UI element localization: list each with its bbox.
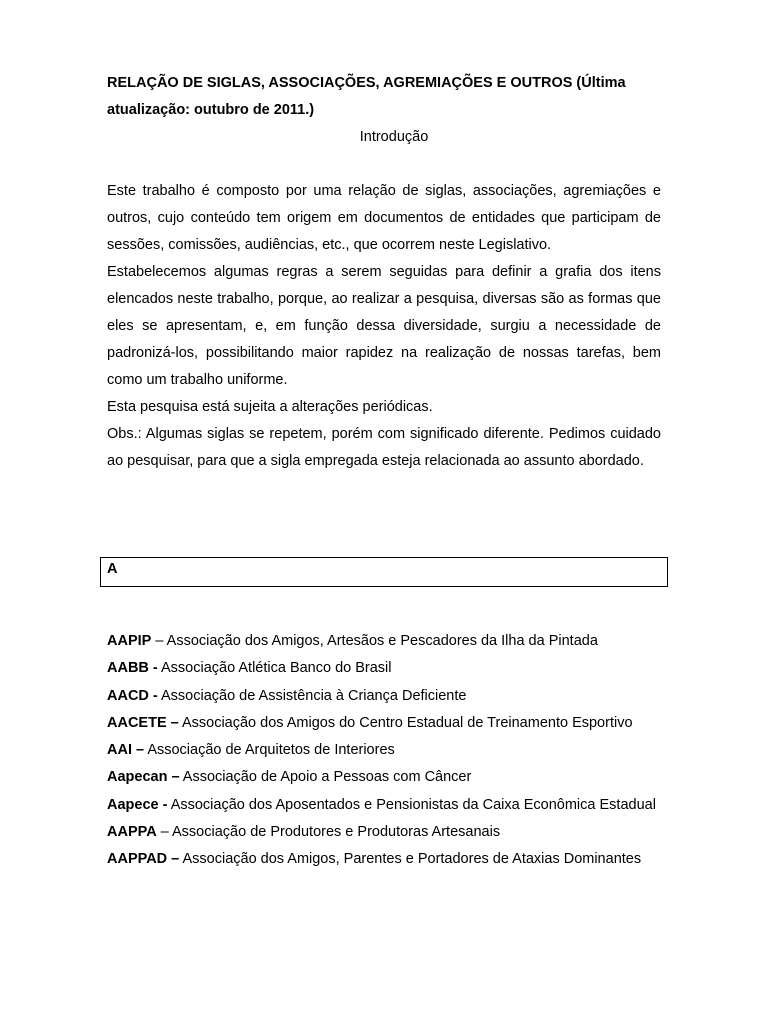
acronym-entry — [107, 628, 661, 655]
observation-paragraph: Obs.: Algumas siglas se repetem, porém com significado diferente. Pedimos cuidado ao pesquisar, para que a sigla empregada esteja relacionada ao assunto abordado. — [107, 426, 661, 469]
document-title: RELAÇÃO DE SIGLAS, ASSOCIAÇÕES, AGREMIAÇÕES E OUTROS (Última atualização: outubro de 2011.) — [107, 75, 626, 118]
acronym: AAI – — [107, 742, 145, 759]
acronym-meaning: Associação de Arquitetos de Interiores — [147, 742, 395, 759]
intro-paragraph: Este trabalho é composto por uma relação de siglas, associações, agremiações e outros, cujo conteúdo tem origem em documentos de entidades que participam de sessões, comissões, audiências, etc., que ocorrem neste Legislativo. — [107, 183, 661, 253]
acronym-meaning: Associação dos Amigos, Artesãos e Pescadores da Ilha da Pintada — [166, 633, 598, 649]
acronym-entry — [107, 819, 661, 846]
acronym-meaning: Associação de Apoio a Pessoas com Câncer — [182, 769, 472, 786]
intro-paragraph: Estabelecemos algumas regras a serem seguidas para definir a grafia dos itens elencados neste trabalho, porque, ao realizar a pesquisa, diversas são as formas que eles se apresentam, e, em função dessa diversidade, surgiu a necessidade de padronizá-los, possibilitando maior rapidez na realização de nossas tarefas, bem como um trabalho uniforme. — [107, 264, 661, 388]
acronym-entry — [107, 792, 661, 819]
acronym-entry — [107, 737, 661, 764]
acronym-entry — [107, 846, 661, 873]
acronym: AABB - — [107, 660, 158, 677]
intro-paragraph: Esta pesquisa está sujeita a alterações periódicas. — [107, 399, 433, 415]
acronym-entry — [107, 655, 661, 682]
acronym-meaning: Associação Atlética Banco do Brasil — [160, 660, 392, 677]
acronym: AAPPA — [107, 824, 157, 841]
acronym-entry — [107, 710, 661, 737]
acronym-meaning: Associação de Produtores e Produtoras Artesanais — [172, 824, 501, 841]
separator: – — [156, 824, 173, 841]
acronym: AAPPAD – — [107, 851, 180, 868]
acronym-meaning: Associação de Assistência à Criança Deficiente — [160, 687, 467, 704]
acronym-meaning: Associação dos Amigos do Centro Estadual de Treinamento Esportivo — [181, 714, 633, 731]
acronym-list — [107, 628, 661, 874]
section-letter: A — [107, 561, 118, 577]
acronym: Aapece - — [107, 796, 168, 813]
document-page — [107, 70, 661, 475]
acronym-meaning: Associação dos Amigos, Parentes e Portadores de Ataxias Dominantes — [182, 851, 642, 868]
acronym: AAPIP — [107, 633, 152, 649]
section-header-box — [100, 557, 668, 587]
acronym: AACETE – — [107, 714, 179, 731]
acronym-entry — [107, 683, 661, 710]
acronym: AACD - — [107, 687, 158, 704]
intro-heading: Introdução — [359, 129, 429, 145]
acronym-meaning: Associação dos Aposentados e Pensionistas da Caixa Econômica Estadual — [170, 796, 656, 813]
acronym-entry — [107, 764, 661, 791]
acronym: Aapecan – — [107, 769, 180, 786]
separator: – — [151, 633, 167, 649]
intro-body — [107, 178, 661, 475]
